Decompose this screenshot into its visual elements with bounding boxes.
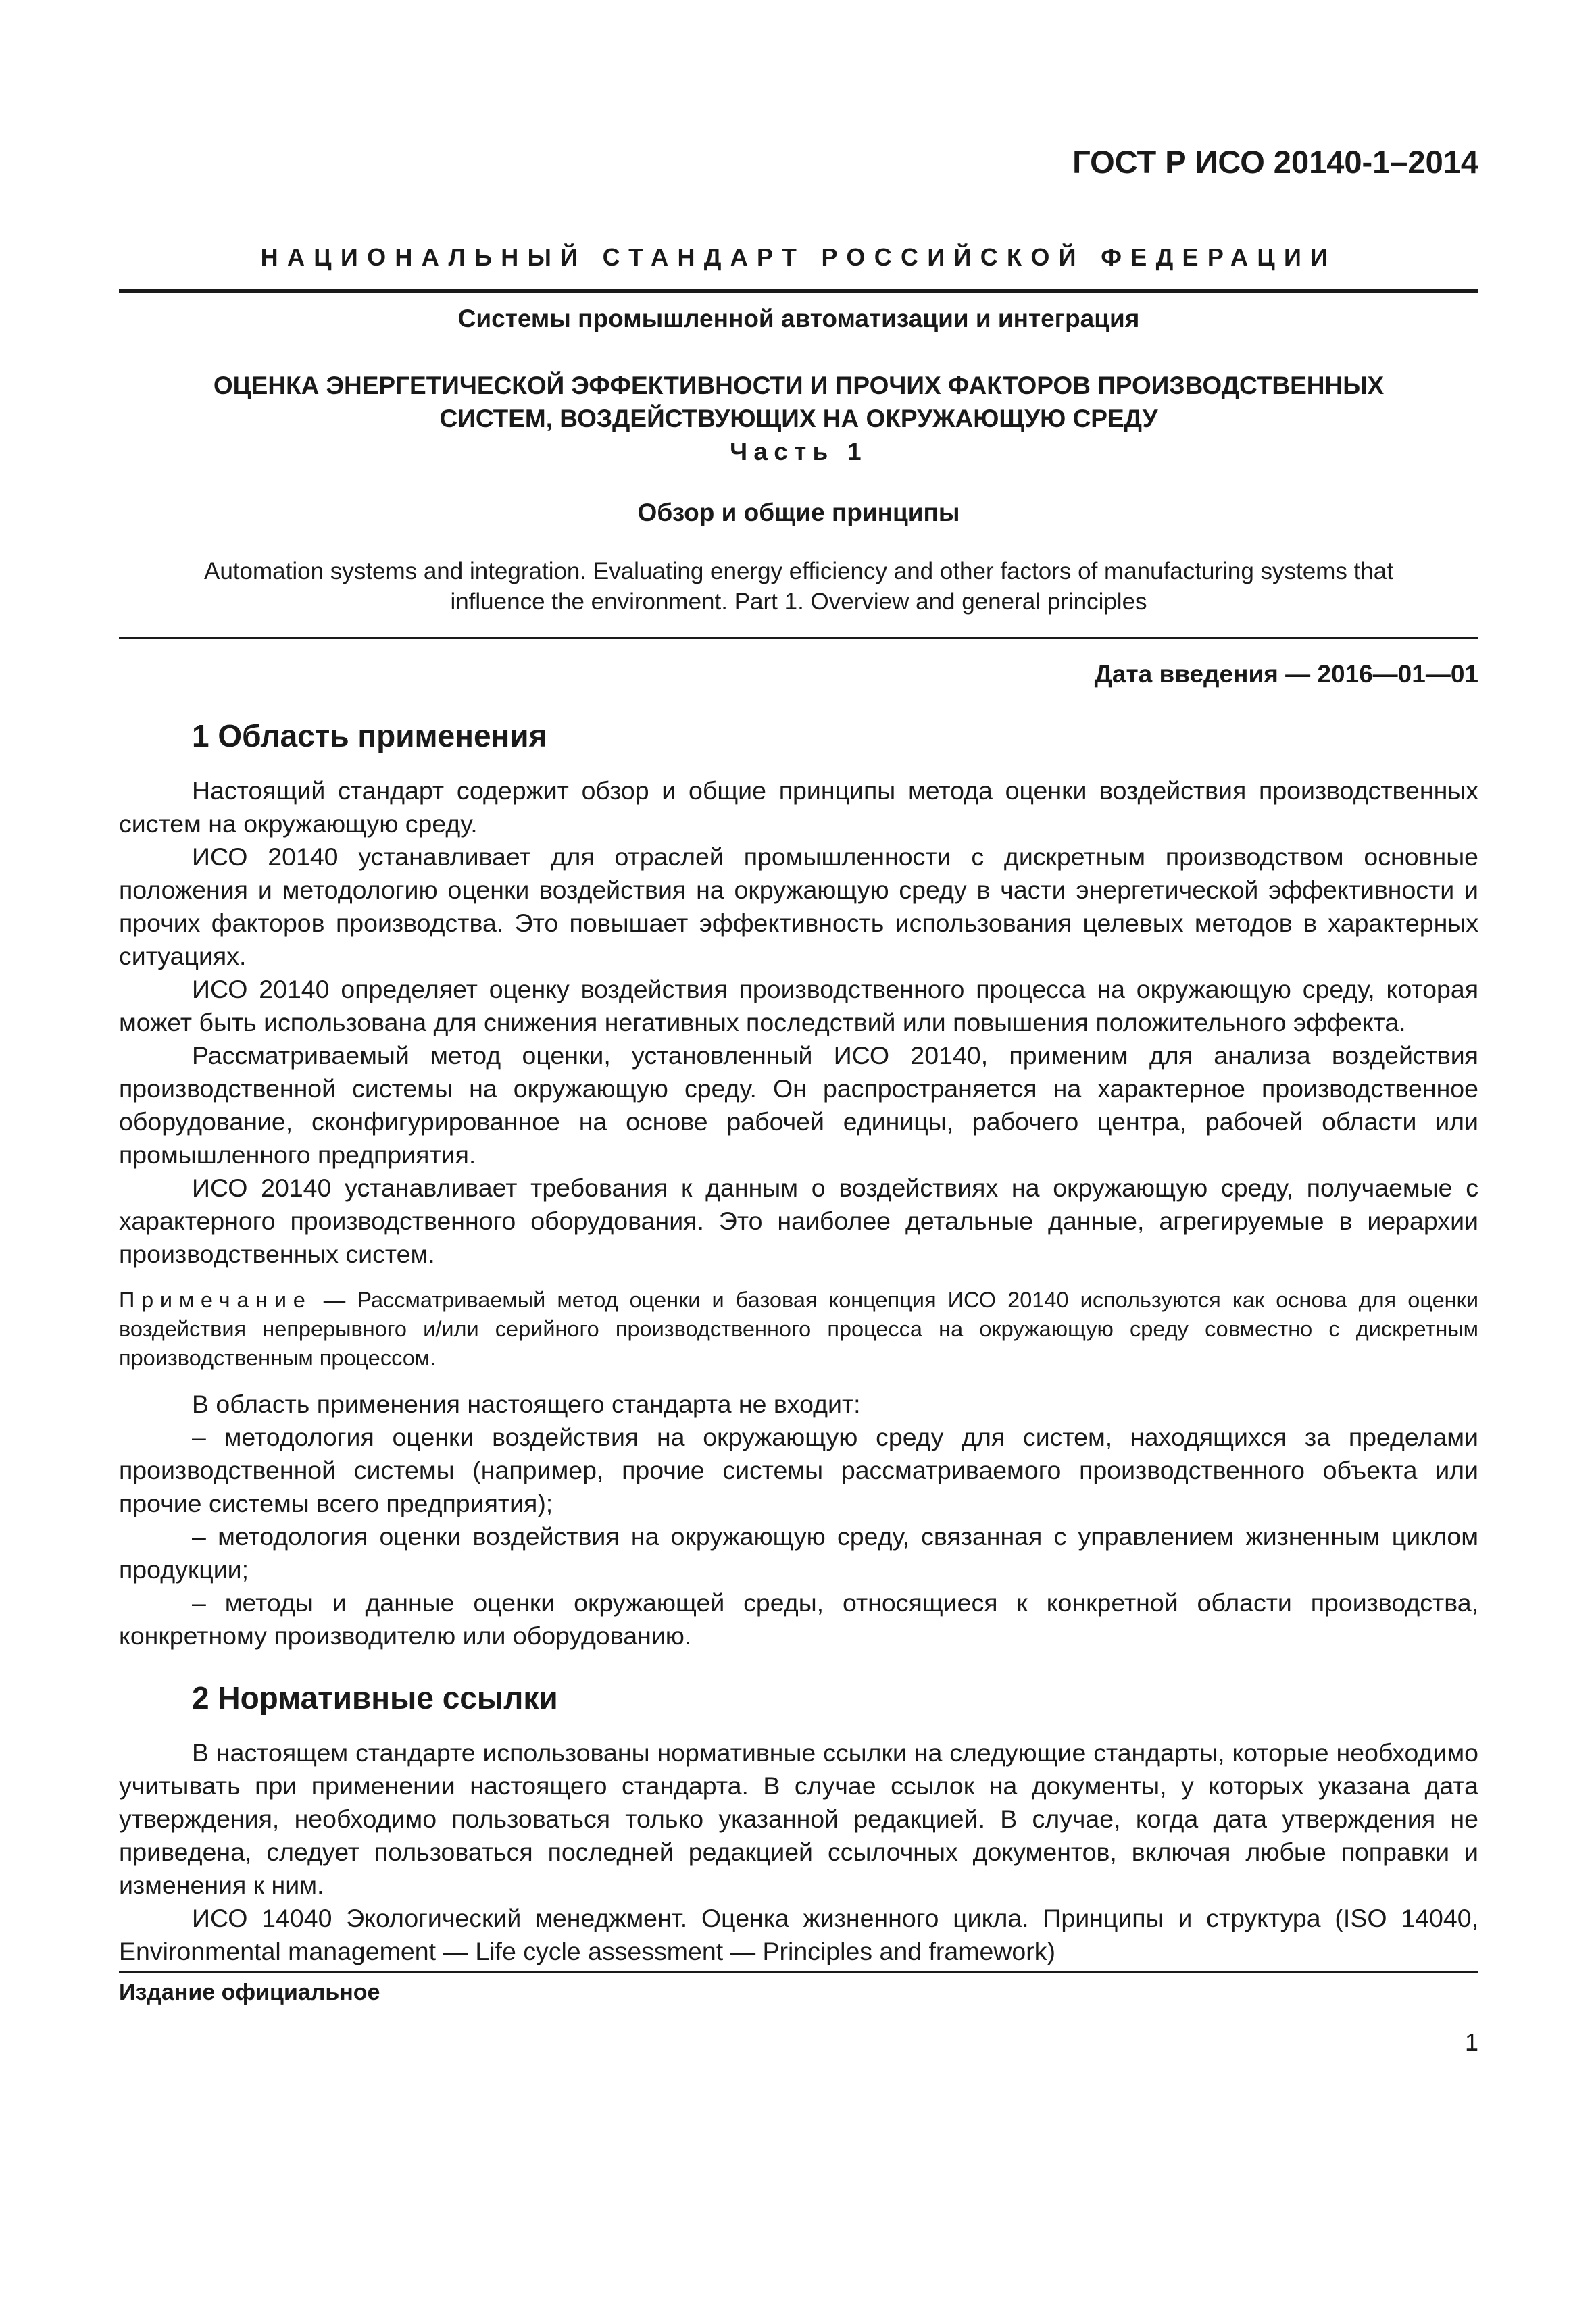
note <box>119 1286 1478 1373</box>
main-title-line-2: СИСТЕМ, ВОЗДЕЙСТВУЮЩИХ НА ОКРУЖАЮЩУЮ СРЕДУ <box>439 405 1158 432</box>
edition-label: Издание официальное <box>119 1980 380 2005</box>
part-label: Часть 1 <box>730 438 868 466</box>
note-label: Примечание <box>119 1288 312 1312</box>
main-title <box>119 369 1478 468</box>
english-title-line-2: influence the environment. Part 1. Overview and general principles <box>450 588 1147 615</box>
footer-divider <box>119 1971 1478 1973</box>
paragraph: Настоящий стандарт содержит обзор и общие принципы метода оценки воздействия производственных систем на окружающую среду. <box>119 776 1478 838</box>
list-item: – методы и данные оценки окружающей среды, относящиеся к конкретной области производства, конкретному производителю или оборудованию. <box>119 1588 1478 1650</box>
series-title: Системы промышленной автоматизации и интеграция <box>457 305 1140 332</box>
reference-entry: ИСО 14040 Экологический менеджмент. Оценка жизненного цикла. Принципы и структура (ISO 14040, Environmental management — Life cycle assessment — Principles and framework) <box>119 1904 1478 1965</box>
english-title <box>119 556 1478 617</box>
document-number: ГОСТ Р ИСО 20140-1–2014 <box>1072 144 1478 180</box>
paragraph: ИСО 20140 определяет оценку воздействия производственного процесса на окружающую среду, которая может быть использована для снижения негативных последствий или повышения положительного эффекта. <box>119 975 1478 1036</box>
section-2-heading: 2 Нормативные ссылки <box>192 1680 558 1715</box>
title-divider <box>119 637 1478 639</box>
header-divider <box>119 289 1478 293</box>
document-page <box>119 142 1478 2058</box>
subtitle: Обзор и общие принципы <box>637 499 960 526</box>
list-item: – методология оценки воздействия на окружающую среду, связанная с управлением жизненным циклом продукции; <box>119 1522 1478 1584</box>
national-standard-banner: НАЦИОНАЛЬНЫЙ СТАНДАРТ РОССИЙСКОЙ ФЕДЕРАЦИИ <box>260 243 1337 271</box>
english-title-line-1: Automation systems and integration. Evaluating energy efficiency and other factors of manufacturing systems that <box>203 558 1393 584</box>
section-1-heading: 1 Область применения <box>192 718 547 753</box>
paragraph: В область применения настоящего стандарта не входит: <box>192 1390 861 1418</box>
main-title-line-1: ОЦЕНКА ЭНЕРГЕТИЧЕСКОЙ ЭФФЕКТИВНОСТИ И ПРОЧИХ ФАКТОРОВ ПРОИЗВОДСТВЕННЫХ <box>213 372 1385 399</box>
list-item: – методология оценки воздействия на окружающую среду для систем, находящихся за пределами производственной системы (например, прочие системы рассматриваемого производственного объекта или прочие системы всего предприятия); <box>119 1423 1478 1517</box>
paragraph: Рассматриваемый метод оценки, установленный ИСО 20140, применим для анализа воздействия производственной системы на окружающую среду. Он распространяется на характерное производственное оборудование, сконфигурированное на основе рабочей единицы, рабочего центра, рабочей области или промышленного предприятия. <box>119 1041 1478 1169</box>
paragraph: ИСО 20140 устанавливает требования к данным о воздействиях на окружающую среду, получаемые с характерного производственного оборудования. Это наиболее детальные данные, агрегируемые в иерархии производственных систем. <box>119 1174 1478 1268</box>
note-text: — Рассматриваемый метод оценки и базовая концепция ИСО 20140 используются как основа для оценки воздействия непрерывного и/или серийного производственного процесса на окружающую среду совместно с дискретным производственным процессом. <box>119 1288 1478 1370</box>
paragraph: В настоящем стандарте использованы нормативные ссылки на следующие стандарты, которые необходимо учитывать при применении настоящего стандарта. В случае ссылок на документы, у которых указана дата утверждения, необходимо пользоваться только указанной редакцией. В случае, когда дата утверждения не приведена, следует пользоваться последней редакцией ссылочных документов, включая любые поправки и изменения к ним. <box>119 1738 1478 1899</box>
introduction-date: Дата введения — 2016—01—01 <box>1094 660 1478 688</box>
page-number: 1 <box>1464 2028 1478 2056</box>
paragraph: ИСО 20140 устанавливает для отраслей промышленности с дискретным производством основные положения и методологию оценки воздействия на окружающую среду в части энергетической эффективности и прочих факторов производства. Это повышает эффективность использования целевых методов в характерных ситуациях. <box>119 842 1478 970</box>
